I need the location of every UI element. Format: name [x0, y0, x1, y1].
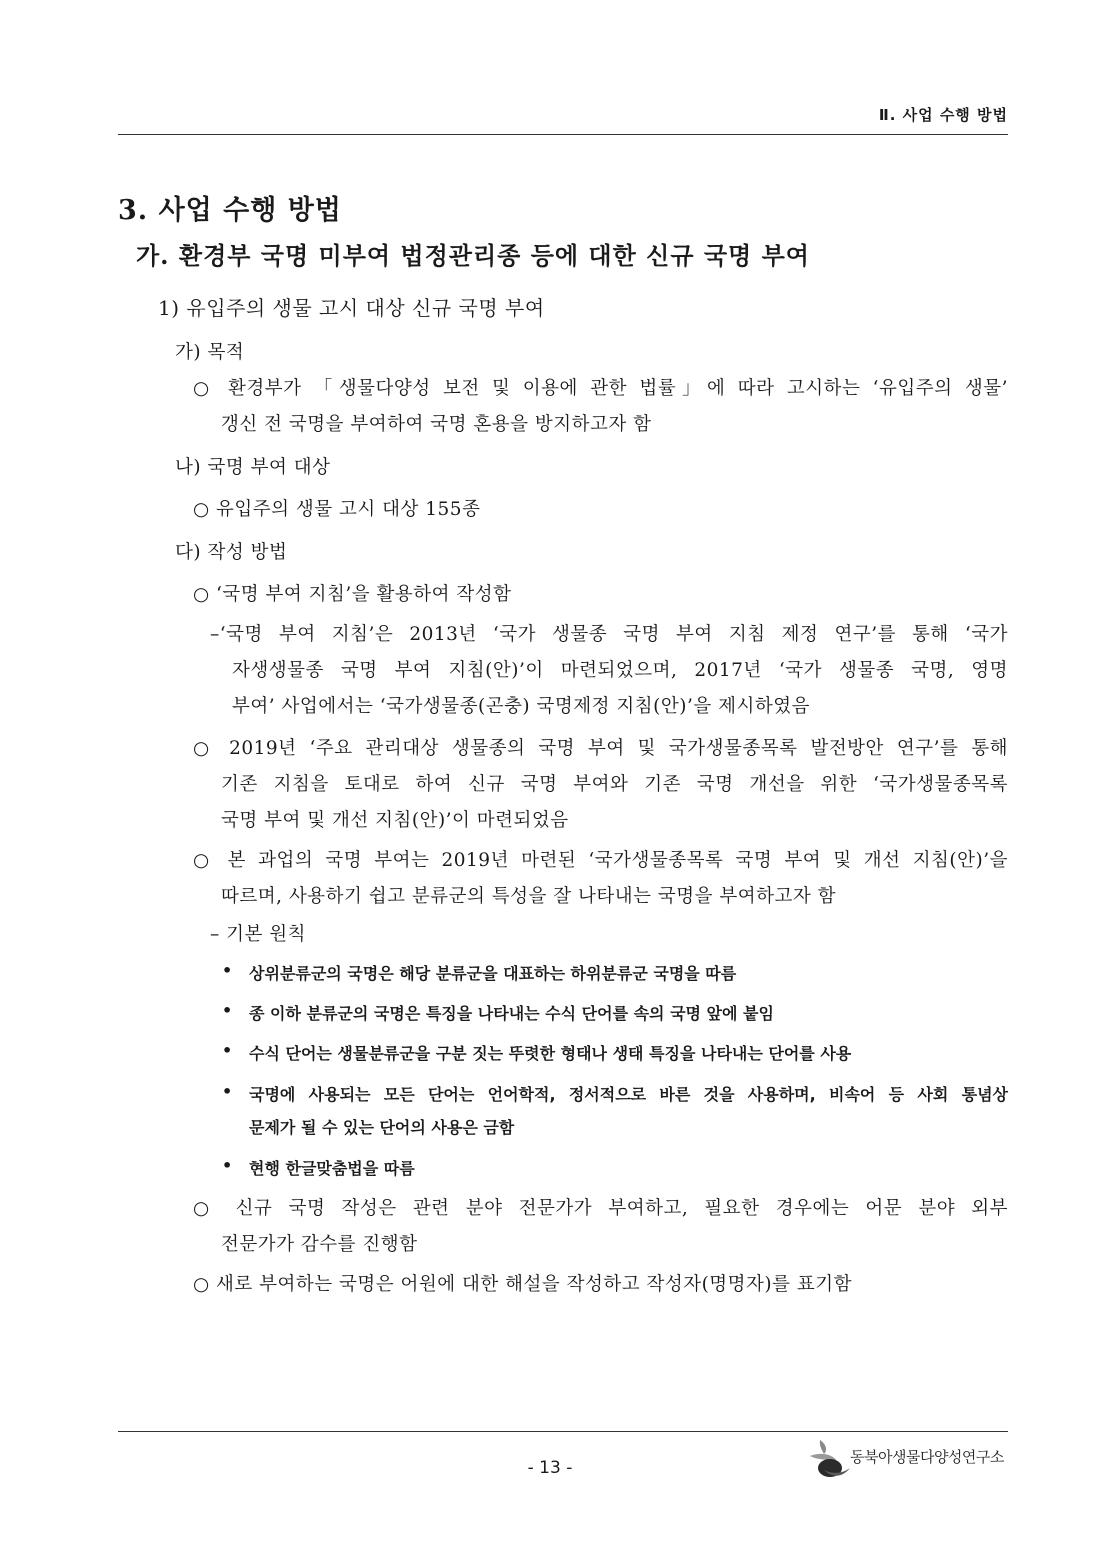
- basic-principles-heading: – 기본 원칙: [210, 924, 306, 945]
- bullet-marker: •: [222, 1001, 233, 1020]
- bullet-marker: •: [222, 1156, 233, 1175]
- running-header: Ⅱ. 사업 수행 방법: [878, 106, 1008, 124]
- principle-5: 현행 한글맞춤법을 따름: [249, 1159, 415, 1178]
- purpose-paragraph-line-1: ○ 환경부가 「생물다양성 보전 및 이용에 관한 법률」에 따라 고시하는 ‘유입주의 생물’: [193, 378, 1008, 399]
- method-paragraph-2-line-2: 기존 지침을 토대로 하여 신규 국명 부여와 기존 국명 개선을 위한 ‘국가생물종목록: [221, 774, 1008, 795]
- institute-name: 동북아생물다양성연구소: [850, 1448, 1004, 1466]
- institute-logo-icon: [806, 1438, 852, 1480]
- footer-rule: [118, 1431, 1008, 1432]
- principle-4-line-1: 국명에 사용되는 모든 단어는 언어학적, 정서적으로 바른 것을 사용하며, 비속어 등 사회 통념상: [249, 1085, 1008, 1104]
- bullet-marker: •: [222, 1082, 233, 1101]
- principle-1: 상위분류군의 국명은 해당 분류군을 대표하는 하위분류군 국명을 따름: [249, 964, 737, 983]
- method-paragraph-4-line-2: 전문가가 감수를 진행함: [221, 1234, 418, 1255]
- purpose-heading: 가) 목적: [175, 342, 245, 363]
- page-number: - 13 -: [527, 1458, 573, 1478]
- method-paragraph-2-line-3: 국명 부여 및 개선 지침(안)’이 마련되었음: [221, 810, 569, 831]
- method-dash-1-line-1: –‘국명 부여 지침’은 2013년 ‘국가 생물종 국명 부여 지침 제정 연구’를 통해 ‘국가: [210, 624, 1008, 645]
- method-dash-1-line-3: 부여’ 사업에서는 ‘국가생물종(곤충) 국명제정 지침(안)’을 제시하였음: [232, 696, 810, 717]
- section-title: 3. 사업 수행 방법: [118, 195, 342, 226]
- principle-2: 종 이하 분류군의 국명은 특징을 나타내는 수식 단어를 속의 국명 앞에 붙임: [249, 1004, 774, 1023]
- method-paragraph-2-line-1: ○ 2019년 ‘주요 관리대상 생물종의 국명 부여 및 국가생물종목록 발전방안 연구’를 통해: [193, 738, 1008, 759]
- header-rule: [118, 134, 1008, 135]
- target-heading: 나) 국명 부여 대상: [175, 457, 331, 478]
- principle-3: 수식 단어는 생물분류군을 구분 짓는 뚜렷한 형태나 생태 특징을 나타내는 단어를 사용: [249, 1044, 852, 1063]
- principle-4-line-2: 문제가 될 수 있는 단어의 사용은 금함: [249, 1118, 515, 1137]
- method-paragraph-3-line-2: 따르며, 사용하기 쉽고 분류군의 특성을 잘 나타내는 국명을 부여하고자 함: [221, 886, 836, 907]
- method-paragraph-3-line-1: ○ 본 과업의 국명 부여는 2019년 마련된 ‘국가생물종목록 국명 부여 및 개선 지침(안)’을: [193, 850, 1008, 871]
- method-paragraph-4-line-1: ○ 신규 국명 작성은 관련 분야 전문가가 부여하고, 필요한 경우에는 어문 분야 외부: [193, 1198, 1008, 1219]
- purpose-paragraph-line-2: 갱신 전 국명을 부여하여 국명 혼용을 방지하고자 함: [221, 414, 652, 435]
- bullet-marker: •: [222, 961, 233, 980]
- method-paragraph-5: ○ 새로 부여하는 국명은 어원에 대한 해설을 작성하고 작성자(명명자)를 표기함: [193, 1274, 853, 1295]
- item-title: 1) 유입주의 생물 고시 대상 신규 국명 부여: [158, 296, 545, 320]
- method-dash-1-line-2: 자생생물종 국명 부여 지침(안)’이 마련되었으며, 2017년 ‘국가 생물종 국명, 영명: [232, 660, 1008, 681]
- method-heading: 다) 작성 방법: [175, 542, 288, 563]
- method-paragraph-1: ○ ‘국명 부여 지침’을 활용하여 작성함: [193, 584, 512, 605]
- target-paragraph: ○ 유입주의 생물 고시 대상 155종: [193, 499, 481, 520]
- bullet-marker: •: [222, 1041, 233, 1060]
- subsection-title: 가. 환경부 국명 미부여 법정관리종 등에 대한 신규 국명 부여: [136, 241, 810, 270]
